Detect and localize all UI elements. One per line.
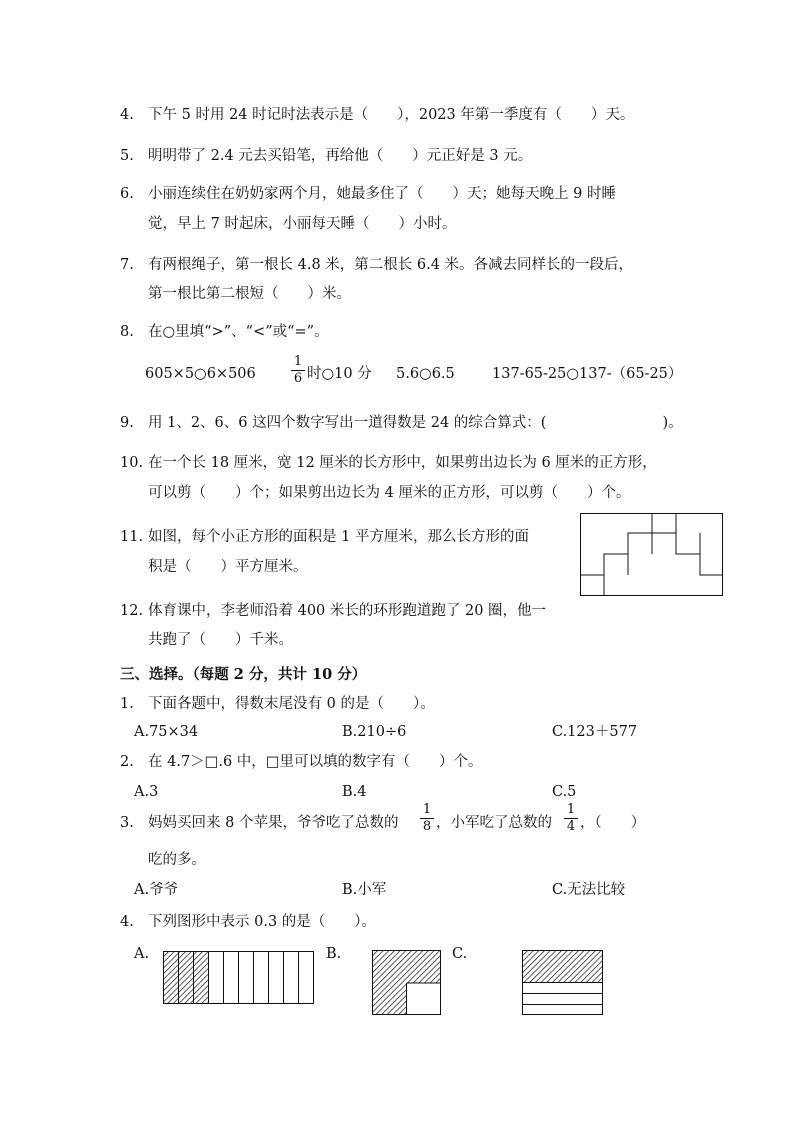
q6-text-line1: 小丽连续住在奶奶家两个月，她最多住了（ ）天；她每天晚上 9 时睡 <box>148 186 616 202</box>
choice3-question-part3: ，（ ） <box>580 815 646 831</box>
choice4-number: 4. <box>120 914 134 930</box>
q11-text-line2: 积是（ ）平方厘米。 <box>148 559 308 575</box>
q10-number: 10. <box>120 455 144 471</box>
q4-number: 4. <box>120 107 134 123</box>
fraction-denominator: 8 <box>422 819 432 834</box>
choice2-number: 2. <box>120 754 134 770</box>
figure-b-square-quarters <box>372 950 442 1016</box>
choice3-question-part2: ，小军吃了总数的 <box>436 815 552 831</box>
q7-text-line1: 有两根绳子，第一根长 4.8 米，第二根长 6.4 米。各减去同样长的一段后， <box>148 257 634 273</box>
q7-number: 7. <box>120 257 134 273</box>
choice2-option-c: C.5 <box>552 784 577 800</box>
q10-text-line2: 可以剪（ ）个；如果剪出边长为 4 厘米的正方形，可以剪（ ）个。 <box>148 485 631 501</box>
q6-number: 6. <box>120 186 134 202</box>
choice1-option-c: C.123＋577 <box>552 724 638 740</box>
fraction-numerator: 1 <box>293 354 303 369</box>
q10-text-line1: 在一个长 18 厘米，宽 12 厘米的长方形中，如果剪出边长为 6 厘米的正方形， <box>148 455 657 471</box>
choice3-fraction-1 <box>420 803 434 834</box>
fraction-denominator: 4 <box>566 819 576 834</box>
q8-text: 在○里填“>”、“<”或“=”。 <box>148 324 329 340</box>
compare-fraction <box>291 355 305 386</box>
choice3-fraction-2 <box>564 803 578 834</box>
choice4-option-a: A. <box>134 946 150 962</box>
choice4-question: 下列图形中表示 0.3 的是（ ）。 <box>148 914 377 930</box>
q8-number: 8. <box>120 324 134 340</box>
compare-item-c: 5.6○6.5 <box>396 366 455 382</box>
q9-text: 用 1、2、6、6 这四个数字写出一道得数是 24 的综合算式：( )。 <box>148 415 683 431</box>
figure-c-row-strips <box>522 950 604 1016</box>
fraction-numerator: 1 <box>422 802 432 817</box>
q5-number: 5. <box>120 148 134 164</box>
choice4-option-c: C. <box>452 946 468 962</box>
choice3-option-a: A.爷爷 <box>134 882 179 898</box>
section-heading: 三、选择。（每题 2 分，共计 10 分） <box>120 666 367 683</box>
fraction-denominator: 6 <box>293 371 303 386</box>
choice1-question: 下面各题中，得数末尾没有 0 的是（ ）。 <box>148 696 435 712</box>
choice2-option-a: A.3 <box>134 784 159 800</box>
compare-item-a: 605×5○6×506 <box>145 366 256 382</box>
q12-text-line1: 体育课中，李老师沿着 400 米长的环形跑道跑了 20 圈，他一 <box>148 603 547 619</box>
fraction-numerator: 1 <box>566 802 576 817</box>
q12-text-line2: 共跑了（ ）千米。 <box>148 632 293 648</box>
choice3-question-line2: 吃的多。 <box>148 852 206 868</box>
choice1-option-a: A.75×34 <box>134 724 199 740</box>
figure-a-ten-strips <box>163 951 315 1005</box>
choice3-question-part1: 妈妈买回来 8 个苹果，爷爷吃了总数的 <box>148 815 399 831</box>
choice1-option-b: B.210÷6 <box>342 724 407 740</box>
choice4-option-b: B. <box>326 946 342 962</box>
compare-item-d: 137-65-25○137-（65-25） <box>492 366 683 382</box>
q11-text-line1: 如图，每个小正方形的面积是 1 平方厘米，那么长方形的面 <box>148 529 529 545</box>
choice3-number: 3. <box>120 815 134 831</box>
choice3-option-b: B.小军 <box>342 882 387 898</box>
q4-text: 下午 5 时用 24 时记时法表示是（ ），2023 年第一季度有（ ）天。 <box>148 107 635 123</box>
choice2-option-b: B.4 <box>342 784 367 800</box>
choice3-option-c: C.无法比较 <box>552 882 626 898</box>
choice1-number: 1. <box>120 696 134 712</box>
q6-text-line2: 觉，早上 7 时起床，小丽每天睡（ ）小时。 <box>148 216 457 232</box>
q12-number: 12. <box>120 603 144 619</box>
q11-number: 11. <box>120 529 144 545</box>
choice2-question: 在 4.7＞□.6 中，□里可以填的数字有（ ）个。 <box>148 754 483 770</box>
staircase-grid-figure <box>580 513 724 597</box>
q9-number: 9. <box>120 415 134 431</box>
q7-text-line2: 第一根比第二根短（ ）米。 <box>148 286 351 302</box>
compare-item-b: 时○10 分 <box>307 366 372 382</box>
q5-text: 明明带了 2.4 元去买铅笔，再给他（ ）元正好是 3 元。 <box>148 148 533 164</box>
